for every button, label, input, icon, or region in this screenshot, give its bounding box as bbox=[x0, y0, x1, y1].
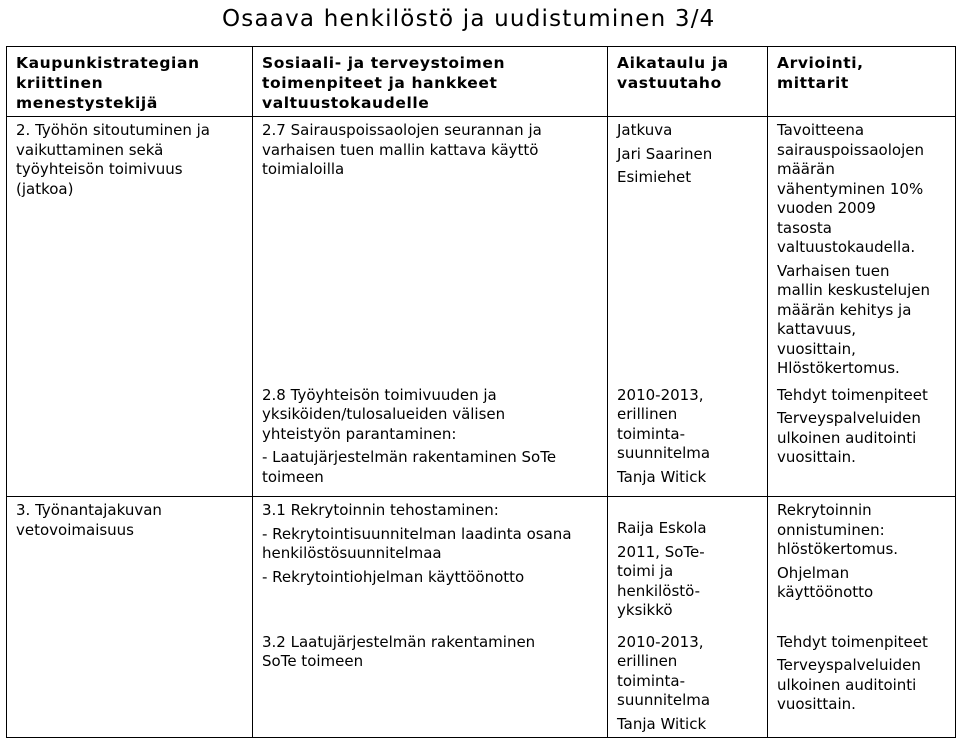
evaluation-text: Terveyspalveluiden ulkoinen auditointi vuosittain. bbox=[777, 656, 921, 713]
header-critical-factor bbox=[7, 47, 253, 117]
schedule-cell bbox=[608, 629, 768, 738]
evaluation-text: Tavoitteena sairauspoissaolojen määrän vähentyminen 10% vuoden 2009 tasosta valtuustokaudella. bbox=[777, 121, 924, 256]
evaluation-text: Tehdyt toimenpiteet bbox=[777, 385, 928, 404]
schedule-cell bbox=[608, 382, 768, 497]
measure-text: 2.7 Sairauspoissaolojen seurannan ja varhaisen tuen mallin kattava käyttö toimialoilla bbox=[262, 121, 542, 178]
factor-text: 3. Työnantajakuvan vetovoimaisuus bbox=[16, 501, 162, 539]
header-row bbox=[7, 47, 956, 117]
measure-text: 3.2 Laatujärjestelmän rakentaminen SoTe toimeen bbox=[262, 632, 536, 670]
factor-cell bbox=[7, 497, 253, 738]
factor-text: 2. Työhön sitoutuminen ja vaikuttaminen sekä työyhteisön toimivuus (jatkoa) bbox=[16, 121, 211, 198]
evaluation-cell bbox=[768, 497, 956, 629]
evaluation-text: Terveyspalveluiden ulkoinen auditointi vuosittain. bbox=[777, 409, 921, 466]
schedule-text: Tanja Witick bbox=[617, 467, 707, 486]
header-label: Arviointi, mittarit bbox=[777, 54, 864, 92]
schedule-text: Raija Eskola bbox=[617, 519, 707, 537]
measure-cell bbox=[253, 117, 608, 382]
schedule-text: Jatkuva bbox=[617, 121, 673, 139]
evaluation-text: Ohjelman käyttöönotto bbox=[777, 563, 874, 601]
header-evaluation bbox=[768, 47, 956, 117]
measure-text: 2.8 Työyhteisön toimivuuden ja yksiköiden/tulosalueiden välisen yhteistyön parantaminen: bbox=[262, 385, 506, 443]
schedule-text: Tanja Witick bbox=[617, 714, 707, 733]
schedule-cell bbox=[608, 497, 768, 629]
table-row bbox=[7, 497, 956, 629]
schedule-cell bbox=[608, 117, 768, 382]
measure-text: - Laatujärjestelmän rakentaminen SoTe toimeen bbox=[262, 448, 557, 486]
header-measures bbox=[253, 47, 608, 117]
schedule-text: 2010-2013, erillinen toiminta- suunnitelma bbox=[617, 385, 711, 462]
measure-text: - Rekrytointiohjelman käyttöönotto bbox=[262, 567, 525, 586]
schedule-text: Esimiehet bbox=[617, 168, 692, 186]
schedule-text: Jari Saarinen bbox=[617, 144, 713, 163]
factor-cell bbox=[7, 117, 253, 497]
table-row bbox=[7, 117, 956, 382]
evaluation-cell bbox=[768, 117, 956, 382]
evaluation-cell bbox=[768, 629, 956, 738]
evaluation-text: Rekrytoinnin onnistuminen: hlöstökertomus. bbox=[777, 501, 899, 558]
measure-text: 3.1 Rekrytoinnin tehostaminen: bbox=[262, 501, 499, 519]
measure-cell bbox=[253, 497, 608, 629]
schedule-text: 2011, SoTe- toimi ja henkilöstö- yksikkö bbox=[617, 542, 705, 619]
strategy-table bbox=[6, 46, 956, 738]
header-schedule bbox=[608, 47, 768, 117]
evaluation-text: Tehdyt toimenpiteet bbox=[777, 632, 928, 651]
page-title: Osaava henkilöstö ja uudistuminen 3/4 bbox=[222, 6, 716, 32]
measure-cell bbox=[253, 382, 608, 497]
schedule-text: 2010-2013, erillinen toiminta- suunnitelma bbox=[617, 632, 711, 709]
header-label: Aikataulu ja vastuutaho bbox=[617, 54, 729, 92]
evaluation-text: Varhaisen tuen mallin keskustelujen määrän kehitys ja kattavuus, vuosittain, Hlöstökertomus. bbox=[777, 261, 931, 377]
measure-cell bbox=[253, 629, 608, 738]
measure-text: - Rekrytointisuunnitelman laadinta osana henkilöstösuunnitelmaa bbox=[262, 524, 572, 562]
header-label: Sosiaali- ja terveystoimen toimenpiteet ja hankkeet valtuustokaudelle bbox=[262, 54, 506, 112]
evaluation-cell bbox=[768, 382, 956, 497]
header-label: Kaupunkistrategian kriittinen menestystekijä bbox=[16, 54, 200, 112]
